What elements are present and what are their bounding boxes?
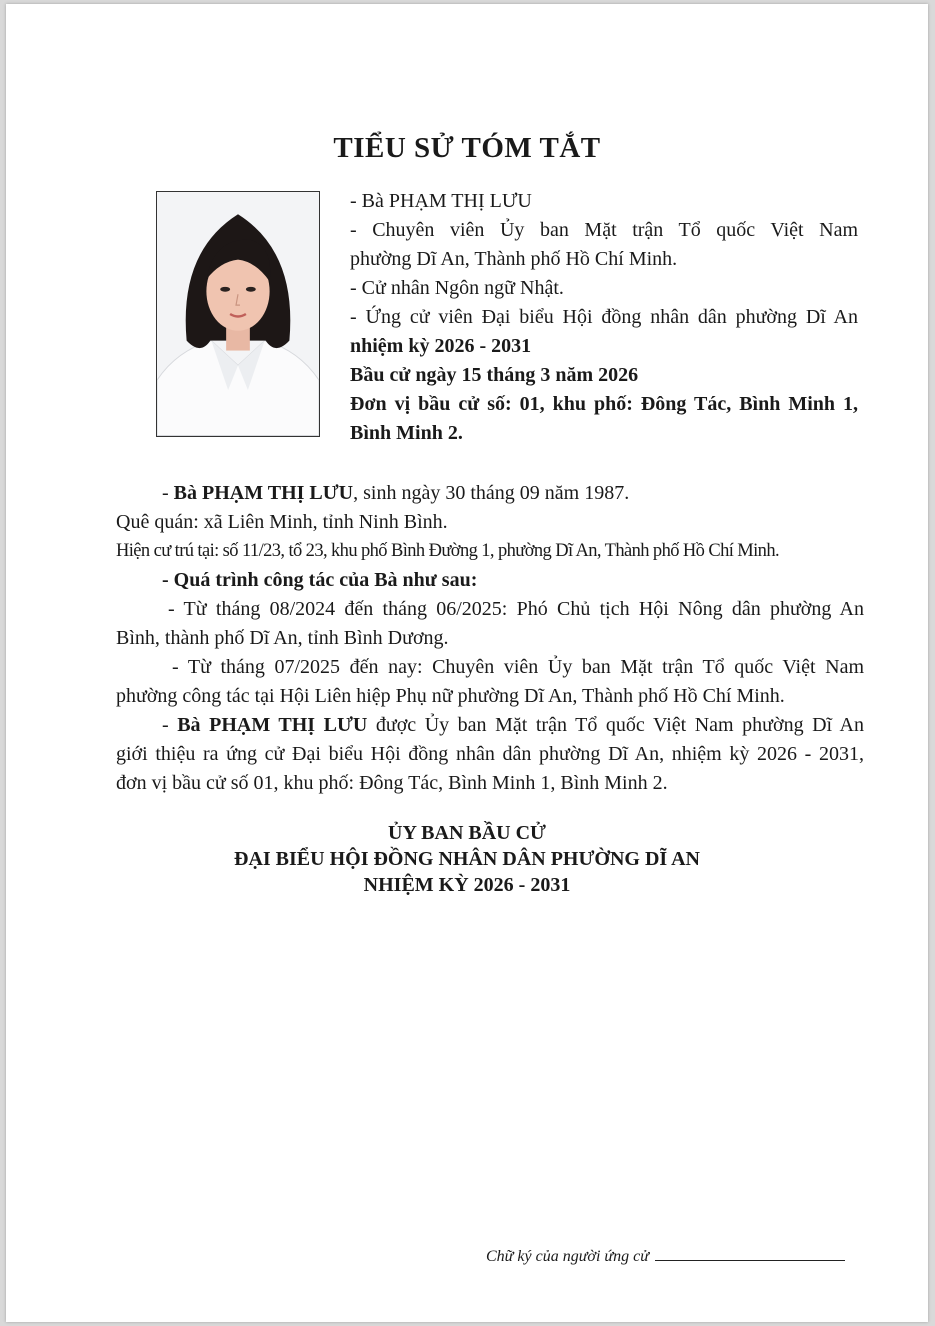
committee-line1: ỦY BAN BẦU CỬ bbox=[388, 822, 546, 844]
document-title: TIỂU SỬ TÓM TẮT bbox=[333, 132, 601, 164]
hometown-line: Quê quán: xã Liên Minh, tỉnh Ninh Bình. bbox=[116, 511, 448, 533]
intro-paragraph-line1 bbox=[116, 711, 864, 740]
committee-line2: ĐẠI BIỂU HỘI ĐỒNG NHÂN DÂN PHƯỜNG DĨ AN bbox=[234, 848, 700, 870]
summary-candidate-line1: - Ứng cử viên Đại biểu Hội đồng nhân dân phường Dĩ An bbox=[350, 306, 858, 328]
birth-details: , sinh ngày 30 tháng 09 năm 1987. bbox=[353, 482, 630, 504]
intro-paragraph-line3: đơn vị bầu cử số 01, khu phố: Đông Tác, Bình Minh 1, Bình Minh 2. bbox=[116, 772, 668, 794]
signature-label: Chữ ký của người ứng cử bbox=[486, 1248, 649, 1265]
summary-position-line1: - Chuyên viên Ủy ban Mặt trận Tổ quốc Việt Nam bbox=[350, 219, 858, 241]
career-heading: - Quá trình công tác của Bà như sau: bbox=[162, 569, 478, 591]
career-item-2-line2: phường công tác tại Hội Liên hiệp Phụ nữ phường Dĩ An, Thành phố Hồ Chí Minh. bbox=[116, 685, 785, 707]
intro-paragraph-line2: giới thiệu ra ứng cử Đại biểu Hội đồng nhân dân phường Dĩ An, nhiệm kỳ 2026 - 2031, bbox=[116, 743, 864, 765]
intro-name: Bà PHẠM THỊ LƯU bbox=[177, 714, 368, 736]
residence-line: Hiện cư trú tại: số 11/23, tổ 23, khu phố Bình Đường 1, phường Dĩ An, Thành phố Hồ Chí Minh. bbox=[116, 541, 780, 561]
election-committee bbox=[6, 820, 928, 898]
summary-candidate-line2: nhiệm kỳ 2026 - 2031 bbox=[350, 335, 532, 357]
summary-unit-line1: Đơn vị bầu cử số: 01, khu phố: Đông Tác, Bình Minh 1, bbox=[350, 393, 858, 415]
candidate-summary bbox=[350, 187, 858, 448]
summary-unit-line2: Bình Minh 2. bbox=[350, 422, 463, 444]
career-item-1-line1: - Từ tháng 08/2024 đến tháng 06/2025: Phó Chủ tịch Hội Nông dân phường An bbox=[168, 598, 864, 620]
career-item-2-line1: - Từ tháng 07/2025 đến nay: Chuyên viên Ủy ban Mặt trận Tổ quốc Việt Nam bbox=[172, 656, 864, 678]
summary-degree: - Cử nhân Ngôn ngữ Nhật. bbox=[350, 277, 564, 299]
birth-name: Bà PHẠM THỊ LƯU bbox=[173, 482, 354, 504]
intro-prefix: - bbox=[162, 714, 178, 736]
document-page bbox=[6, 4, 928, 1322]
candidate-photo bbox=[156, 191, 320, 437]
biography-body bbox=[116, 479, 864, 798]
signature-line bbox=[655, 1247, 845, 1261]
summary-name: - Bà PHẠM THỊ LƯU bbox=[350, 190, 532, 212]
candidate-portrait-icon bbox=[157, 192, 319, 436]
intro-details: được Ủy ban Mặt trận Tổ quốc Việt Nam phường Dĩ An bbox=[367, 714, 864, 736]
summary-election-date: Bầu cử ngày 15 tháng 3 năm 2026 bbox=[350, 364, 639, 386]
career-item-1-line2: Bình, thành phố Dĩ An, tỉnh Bình Dương. bbox=[116, 627, 449, 649]
summary-position-line2: phường Dĩ An, Thành phố Hồ Chí Minh. bbox=[350, 248, 678, 270]
committee-line3: NHIỆM KỲ 2026 - 2031 bbox=[363, 874, 571, 896]
birth-prefix: - bbox=[162, 482, 174, 504]
signature-area bbox=[486, 1247, 845, 1266]
birth-paragraph bbox=[116, 479, 864, 508]
